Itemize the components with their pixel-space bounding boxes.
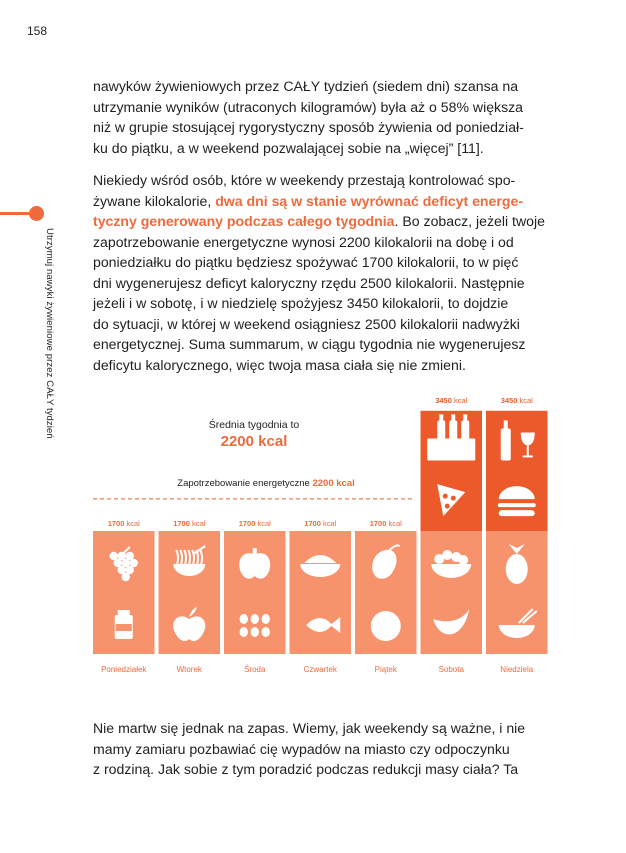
value-label: 1700 kcal	[173, 519, 206, 529]
text-line: Nie martw się jednak na zapas. Wiemy, jak weekendy są ważne, i nie	[93, 720, 526, 736]
text-line: deficytu kalorycznego, więc twoja masa ciała się nie zmieni.	[93, 356, 466, 373]
text-line: z rodziną. Jak sobie z tym poradzić podczas redukcji masy ciała? Ta	[93, 761, 519, 777]
bar	[290, 531, 352, 654]
value-label: 1700 kcal	[304, 519, 337, 529]
category-label: Niedziela	[500, 665, 534, 674]
category-label: Piątek	[374, 665, 397, 674]
category-label: Czwartek	[303, 665, 337, 674]
value-label: 1700 kcal	[369, 519, 402, 529]
bar-column	[93, 519, 155, 674]
text-line: mamy zamiaru pozbawiać cię wypadów na miasto czy odpoczynku	[93, 740, 510, 757]
paragraph-2	[93, 170, 555, 375]
cabbage-icon	[371, 611, 401, 641]
category-label: Środa	[244, 665, 266, 674]
text-line: dni wygenerujesz deficyt kaloryczny rzędu 2500 kilokalorii. Następnie	[93, 274, 525, 291]
bar-column	[159, 519, 221, 674]
text-line: niż w grupie stosującej rygorystyczny sposób żywienia od poniedział-	[93, 119, 524, 135]
category-label: Poniedziałek	[101, 665, 147, 674]
calorie-chart	[93, 396, 555, 686]
value-label: 1700 kcal	[107, 519, 140, 529]
reference-value: 2200 kcal	[312, 477, 355, 489]
paragraph-3	[93, 718, 555, 780]
running-head: Utrzymuj nawyki żywieniowe przez CAŁY tydzień	[44, 228, 55, 439]
bar	[421, 531, 483, 654]
text-line: poniedziałku do piątku będziesz spożywać 1700 kilokalorii, to w pięć	[93, 254, 519, 270]
text-line: Niekiedy wśród osób, które w weekendy przestają kontrolować spo-	[93, 172, 516, 188]
page-number: 158	[27, 24, 48, 38]
paragraph-1	[93, 76, 555, 158]
text-line: energetycznej. Suma summarum, w ciągu tygodnia nie wygenerujesz	[93, 336, 526, 352]
value-label: 3450 kcal	[435, 396, 468, 405]
text-fragment: żywane kilokalorie,	[93, 192, 216, 209]
average-value: 2200 kcal	[220, 433, 288, 450]
bar-column	[290, 519, 352, 674]
value-label: 1700 kcal	[238, 519, 271, 529]
text-line: jeżeli i w sobotę, i w niedzielę spożyjesz 3450 kilokalorii, to dojdzie	[93, 295, 509, 311]
side-tab-dot	[29, 206, 44, 221]
text-line: nawyków żywieniowych przez CAŁY tydzień (siedem dni) szansa na	[93, 78, 519, 94]
bar-column	[421, 396, 483, 674]
category-label: Sobota	[438, 665, 464, 674]
text-line: zapotrzebowanie energetyczne wynosi 2200 kilokalorii na dobę i od	[93, 233, 514, 250]
text-line: ku do piątku, a w weekend pozwalającej sobie na „więcej” [11].	[93, 139, 484, 156]
bar-group	[93, 396, 548, 674]
highlight-text: tyczny generowany podczas całego tygodnia	[93, 213, 395, 229]
category-label: Wtorek	[176, 665, 202, 674]
highlight-text: dwa dni są w stanie wyrównać deficyt energe-	[215, 192, 524, 209]
value-label: 3450 kcal	[500, 396, 533, 405]
bar-column	[355, 519, 417, 674]
bar-column	[224, 519, 286, 674]
text-fragment: . Bo zobacz, jeżeli twoje	[394, 213, 545, 229]
average-label: Średnia tygodnia to	[208, 419, 300, 431]
text-line: utrzymanie wyników (utraconych kilogramów) była aż o 58% większa	[93, 98, 524, 115]
bar-column	[486, 396, 548, 674]
text-line: do sytuacji, w której w weekend osiągniesz 2500 kilokalorii nadwyżki	[93, 315, 520, 332]
reference-label: Zapotrzebowanie energetyczne 2200 kcal	[177, 477, 355, 489]
